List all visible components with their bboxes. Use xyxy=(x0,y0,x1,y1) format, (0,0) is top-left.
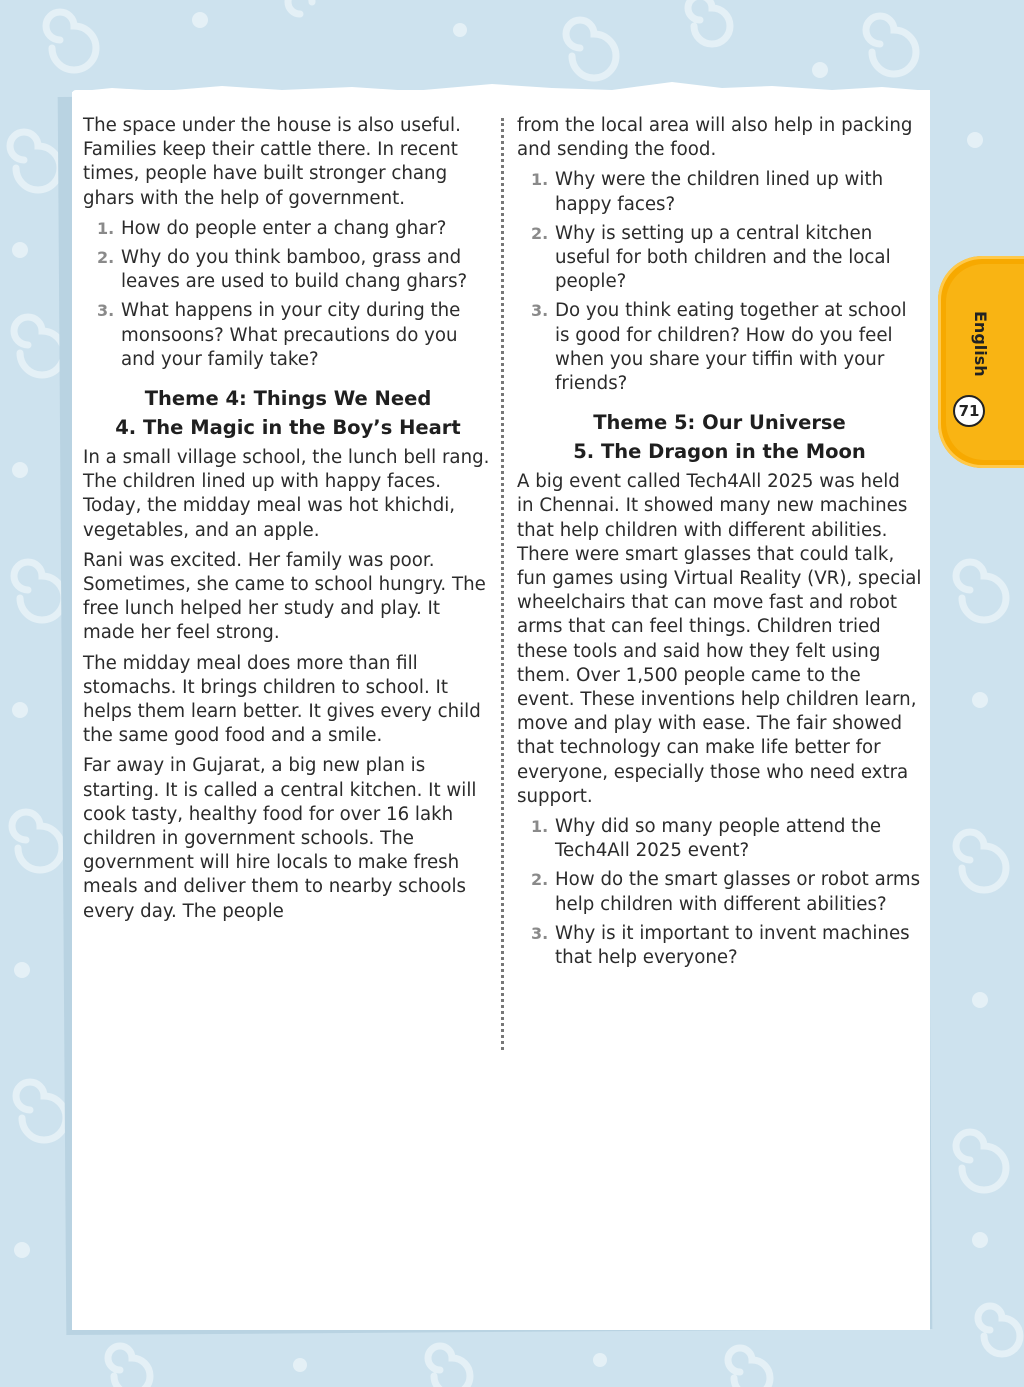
question-item xyxy=(517,868,922,916)
question-text: Why is setting up a central kitchen useful for both children and the local people? xyxy=(555,222,891,293)
theme-title: Theme 5: Our Universe xyxy=(593,411,846,435)
question-text: How do the smart glasses or robot arms help children with different abilities? xyxy=(555,869,921,915)
question-number: 1. xyxy=(97,218,115,238)
question-text: Why did so many people attend the Tech4All 2025 event? xyxy=(555,816,882,862)
question-item xyxy=(83,299,493,372)
question-item xyxy=(83,246,493,294)
question-item xyxy=(517,168,922,216)
question-text: Why were the children lined up with happy faces? xyxy=(555,169,884,215)
story-paragraph: Rani was excited. Her family was poor. Sometimes, she came to school hungry. The free lunch helped her study and play. It made her feel strong. xyxy=(83,549,486,644)
left-column xyxy=(83,114,493,930)
question-item xyxy=(83,217,493,241)
question-text: Why do you think bamboo, grass and leaves are used to build chang ghars? xyxy=(121,247,468,293)
column-divider xyxy=(501,118,504,1050)
theme-4-heading xyxy=(83,384,493,442)
question-number: 3. xyxy=(531,301,549,321)
question-number: 2. xyxy=(97,248,115,268)
chapter-title: 5. The Dragon in the Moon xyxy=(573,440,866,464)
theme-5-heading xyxy=(517,408,922,466)
theme-title: Theme 4: Things We Need xyxy=(144,387,432,411)
question-list-tech4all xyxy=(517,815,922,970)
story-paragraph: The midday meal does more than fill stomachs. It brings children to school. It helps them learn better. It gives every child the same good food and a smile. xyxy=(83,652,481,747)
question-text: Do you think eating together at school is good for children? How do you feel when you share your tiffin with your friends? xyxy=(555,300,907,395)
subject-label: English xyxy=(971,311,990,377)
question-text: Why is it important to invent machines that help everyone? xyxy=(555,922,910,969)
intro-paragraph: The space under the house is also useful. Families keep their cattle there. In recent times, people have built stronger chang ghars with the help of government. xyxy=(83,115,461,209)
question-number: 3. xyxy=(531,923,549,943)
question-item xyxy=(517,922,922,970)
right-column xyxy=(517,114,922,975)
question-number: 2. xyxy=(531,223,549,243)
question-text: What happens in your city during the monsoons? What precautions do you and your family take? xyxy=(121,300,461,370)
question-item xyxy=(517,222,922,295)
question-item xyxy=(517,299,922,396)
question-list-chang-ghar xyxy=(83,217,493,372)
question-number: 1. xyxy=(531,817,549,837)
question-item xyxy=(517,815,922,863)
continued-paragraph: from the local area will also help in packing and sending the food. xyxy=(517,115,913,161)
question-text: How do people enter a chang ghar? xyxy=(121,217,447,239)
story-paragraph: Far away in Gujarat, a big new plan is starting. It is called a central kitchen. It will cook tasty, healthy food for over 16 lakh children in government schools. The government will hire locals to make fresh meals and deliver them to nearby schools every day. The people xyxy=(83,755,477,922)
story-paragraph: In a small village school, the lunch bell rang. The children lined up with happy faces. Today, the midday meal was hot khichdi, vegetables, and an apple. xyxy=(83,447,490,541)
chapter-title: 4. The Magic in the Boy’s Heart xyxy=(115,416,461,440)
page-number: 71 xyxy=(953,395,985,427)
story-paragraph: A big event called Tech4All 2025 was held in Chennai. It showed many new machines that help children with different abilities. There were smart glasses that could talk, fun games using Virtual Reality (VR), special wheelchairs that can move fast and robot arms that can feel things. Children tried these tools and said how they felt using them. Over 1,500 people came to the event. These inventions help children learn, move and play with ease. The fair showed that technology can make life better for everyone, especially those who need extra support. xyxy=(517,471,922,807)
question-number: 3. xyxy=(97,301,115,321)
question-number: 2. xyxy=(531,870,549,890)
question-number: 1. xyxy=(531,170,549,190)
question-list-midday-meal xyxy=(517,168,922,396)
